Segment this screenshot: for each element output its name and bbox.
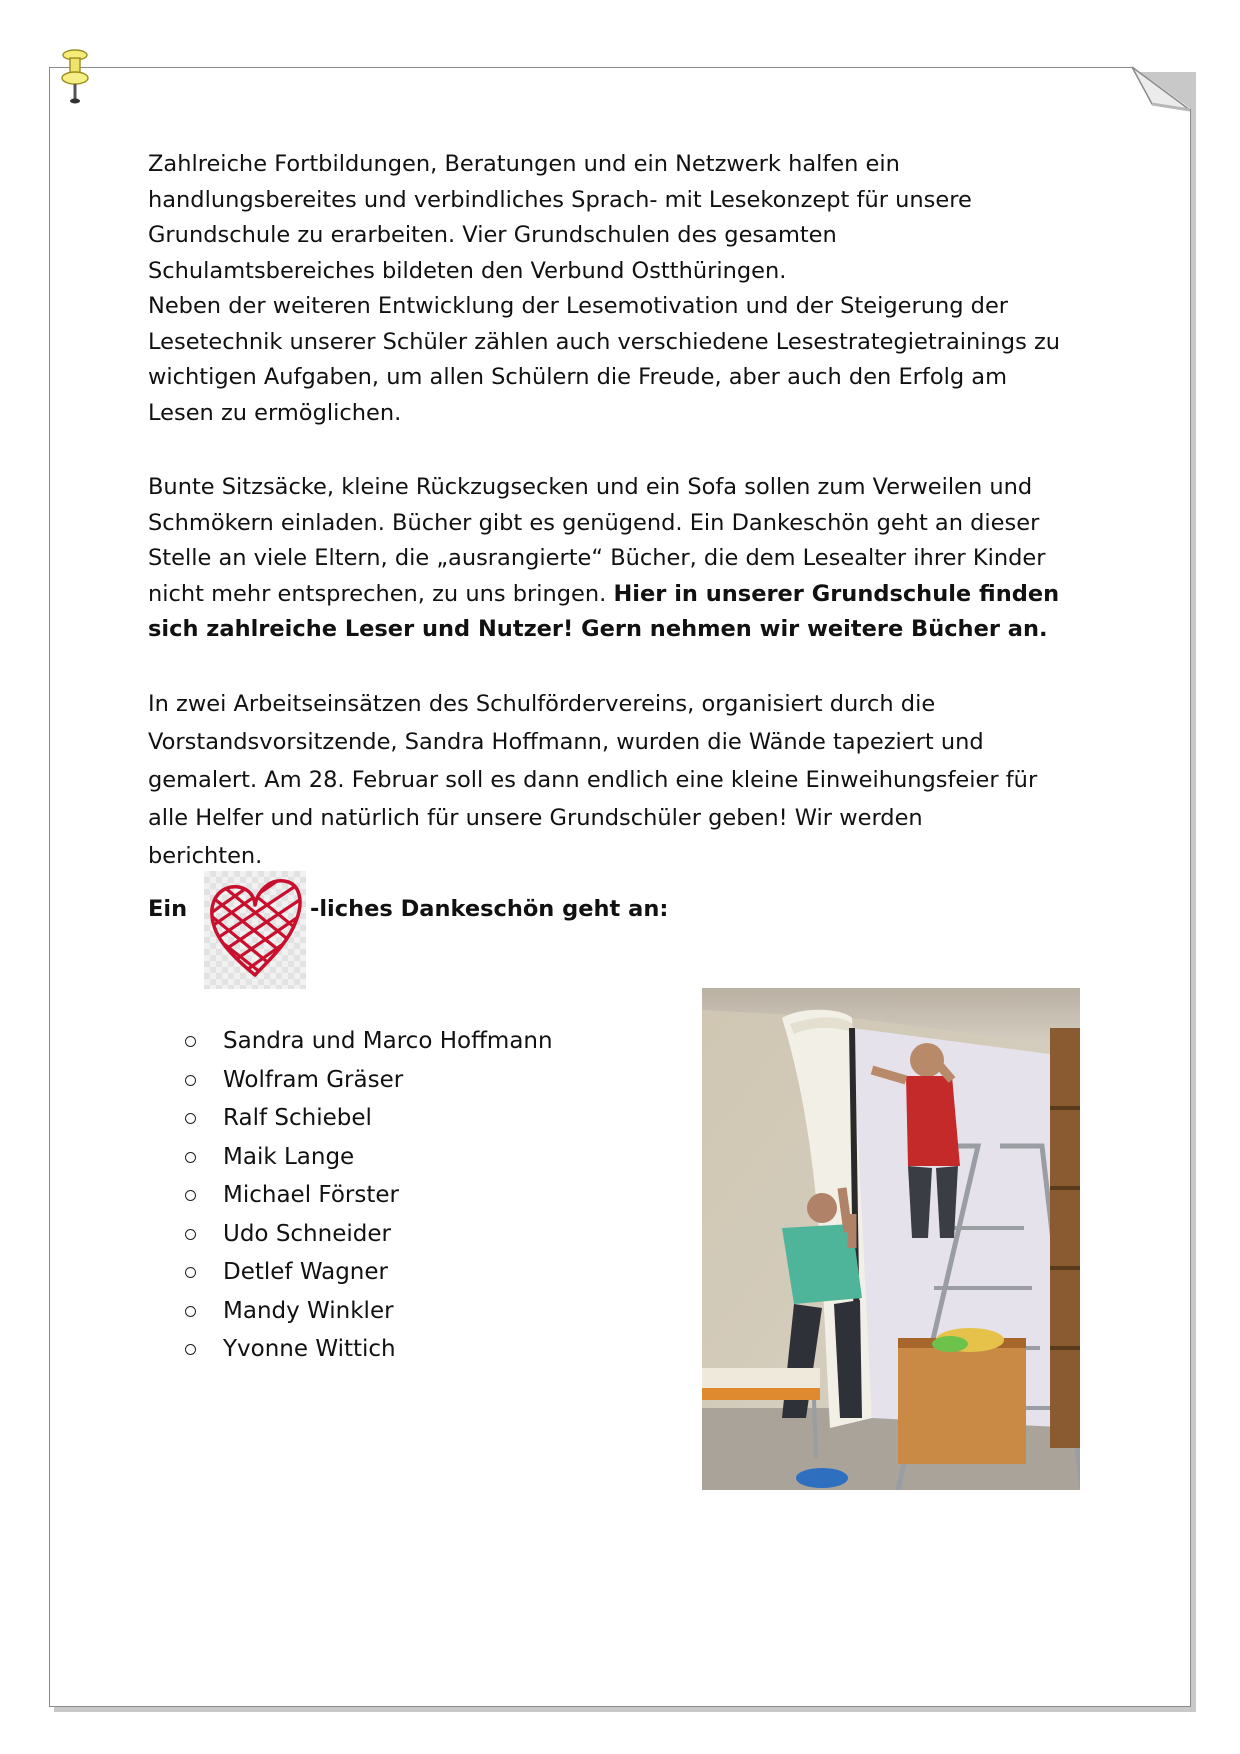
list-item xyxy=(185,1176,553,1215)
list-item xyxy=(185,1253,553,1292)
helper-name: Detlef Wagner xyxy=(223,1259,388,1285)
helper-list xyxy=(185,1022,553,1369)
paragraph-1-line: Lesetechnik unserer Schüler zählen auch verschiedene Lesestrategietrainings zu xyxy=(148,328,1061,355)
paragraph-2-line: Stelle an viele Eltern, die „ausrangierte“ Bücher, die dem Lesealter ihrer Kinder xyxy=(148,545,1046,571)
helper-name: Wolfram Gräser xyxy=(223,1066,404,1093)
helper-name: Maik Lange xyxy=(223,1143,355,1170)
list-item xyxy=(185,1099,553,1138)
heart-icon xyxy=(204,871,306,989)
paragraph-3-line: alle Helfer und natürlich für unsere Grundschüler geben! Wir werden xyxy=(148,805,923,831)
paragraph-2-line: Bunte Sitzsäcke, kleine Rückzugsecken und ein Sofa sollen zum Verweilen und xyxy=(148,474,1033,500)
paragraph-3-line: Vorstandsvorsitzende, Sandra Hoffmann, wurden die Wände tapeziert und xyxy=(148,729,984,755)
circle-bullet-icon xyxy=(185,1344,196,1355)
paragraph-2 xyxy=(148,470,1108,648)
circle-bullet-icon xyxy=(185,1190,196,1201)
circle-bullet-icon xyxy=(185,1075,196,1086)
helper-name: Mandy Winkler xyxy=(223,1297,394,1324)
paragraph-1-line: wichtigen Aufgaben, um allen Schülern die Freude, aber auch den Erfolg am xyxy=(148,364,1007,390)
list-item xyxy=(185,1138,553,1177)
list-item xyxy=(185,1022,553,1061)
circle-bullet-icon xyxy=(185,1229,196,1240)
paragraph-1-line: handlungsbereites und verbindliches Sprach- mit Lesekonzept für unsere xyxy=(148,186,972,213)
paragraph-1-line: Lesen zu ermöglichen. xyxy=(148,399,402,426)
helper-name: Ralf Schiebel xyxy=(223,1105,372,1131)
paragraph-1-line: Schulamtsbereiches bildeten den Verbund Ostthüringen. xyxy=(148,257,787,284)
paragraph-3-line: berichten. xyxy=(148,843,263,869)
helper-name: Sandra und Marco Hoffmann xyxy=(223,1028,553,1054)
circle-bullet-icon xyxy=(185,1036,196,1047)
thanks-prefix: Ein xyxy=(148,896,188,922)
paragraph-3 xyxy=(148,685,1108,875)
paragraph-2-line xyxy=(148,577,1108,613)
paragraph-2-text: nicht mehr entsprechen, zu uns bringen. xyxy=(148,580,607,607)
circle-bullet-icon xyxy=(185,1267,196,1278)
list-item xyxy=(185,1330,553,1369)
circle-bullet-icon xyxy=(185,1306,196,1317)
helper-name: Yvonne Wittich xyxy=(223,1336,396,1362)
paragraph-2-line: Schmökern einladen. Bücher gibt es genügend. Ein Dankeschön geht an dieser xyxy=(148,509,1040,536)
photo-wallpapering xyxy=(702,988,1080,1490)
circle-bullet-icon xyxy=(185,1113,196,1124)
paragraph-3-line: gemalert. Am 28. Februar soll es dann endlich eine kleine Einweihungsfeier für xyxy=(148,767,1038,793)
helper-name: Michael Förster xyxy=(223,1182,399,1208)
list-item xyxy=(185,1292,553,1331)
paragraph-2-bold-line: sich zahlreiche Leser und Nutzer! Gern nehmen wir weitere Bücher an. xyxy=(148,616,1048,642)
paragraph-1-line: Zahlreiche Fortbildungen, Beratungen und ein Netzwerk halfen ein xyxy=(148,151,900,177)
circle-bullet-icon xyxy=(185,1152,196,1163)
helper-name: Udo Schneider xyxy=(223,1220,391,1247)
paragraph-1 xyxy=(148,147,1108,431)
paragraph-1-line: Neben der weiteren Entwicklung der Lesemotivation und der Steigerung der xyxy=(148,293,1009,319)
paragraph-3-line: In zwei Arbeitseinsätzen des Schulfördervereins, organisiert durch die xyxy=(148,691,936,717)
thanks-suffix: -liches Dankeschön geht an: xyxy=(310,896,669,922)
pushpin-icon xyxy=(58,48,92,106)
page-curl-icon xyxy=(1130,66,1194,114)
list-item xyxy=(185,1215,553,1254)
paragraph-1-line: Grundschule zu erarbeiten. Vier Grundschulen des gesamten xyxy=(148,222,837,248)
paragraph-2-bold: Hier in unserer Grundschule finden xyxy=(613,580,1060,607)
list-item xyxy=(185,1061,553,1100)
